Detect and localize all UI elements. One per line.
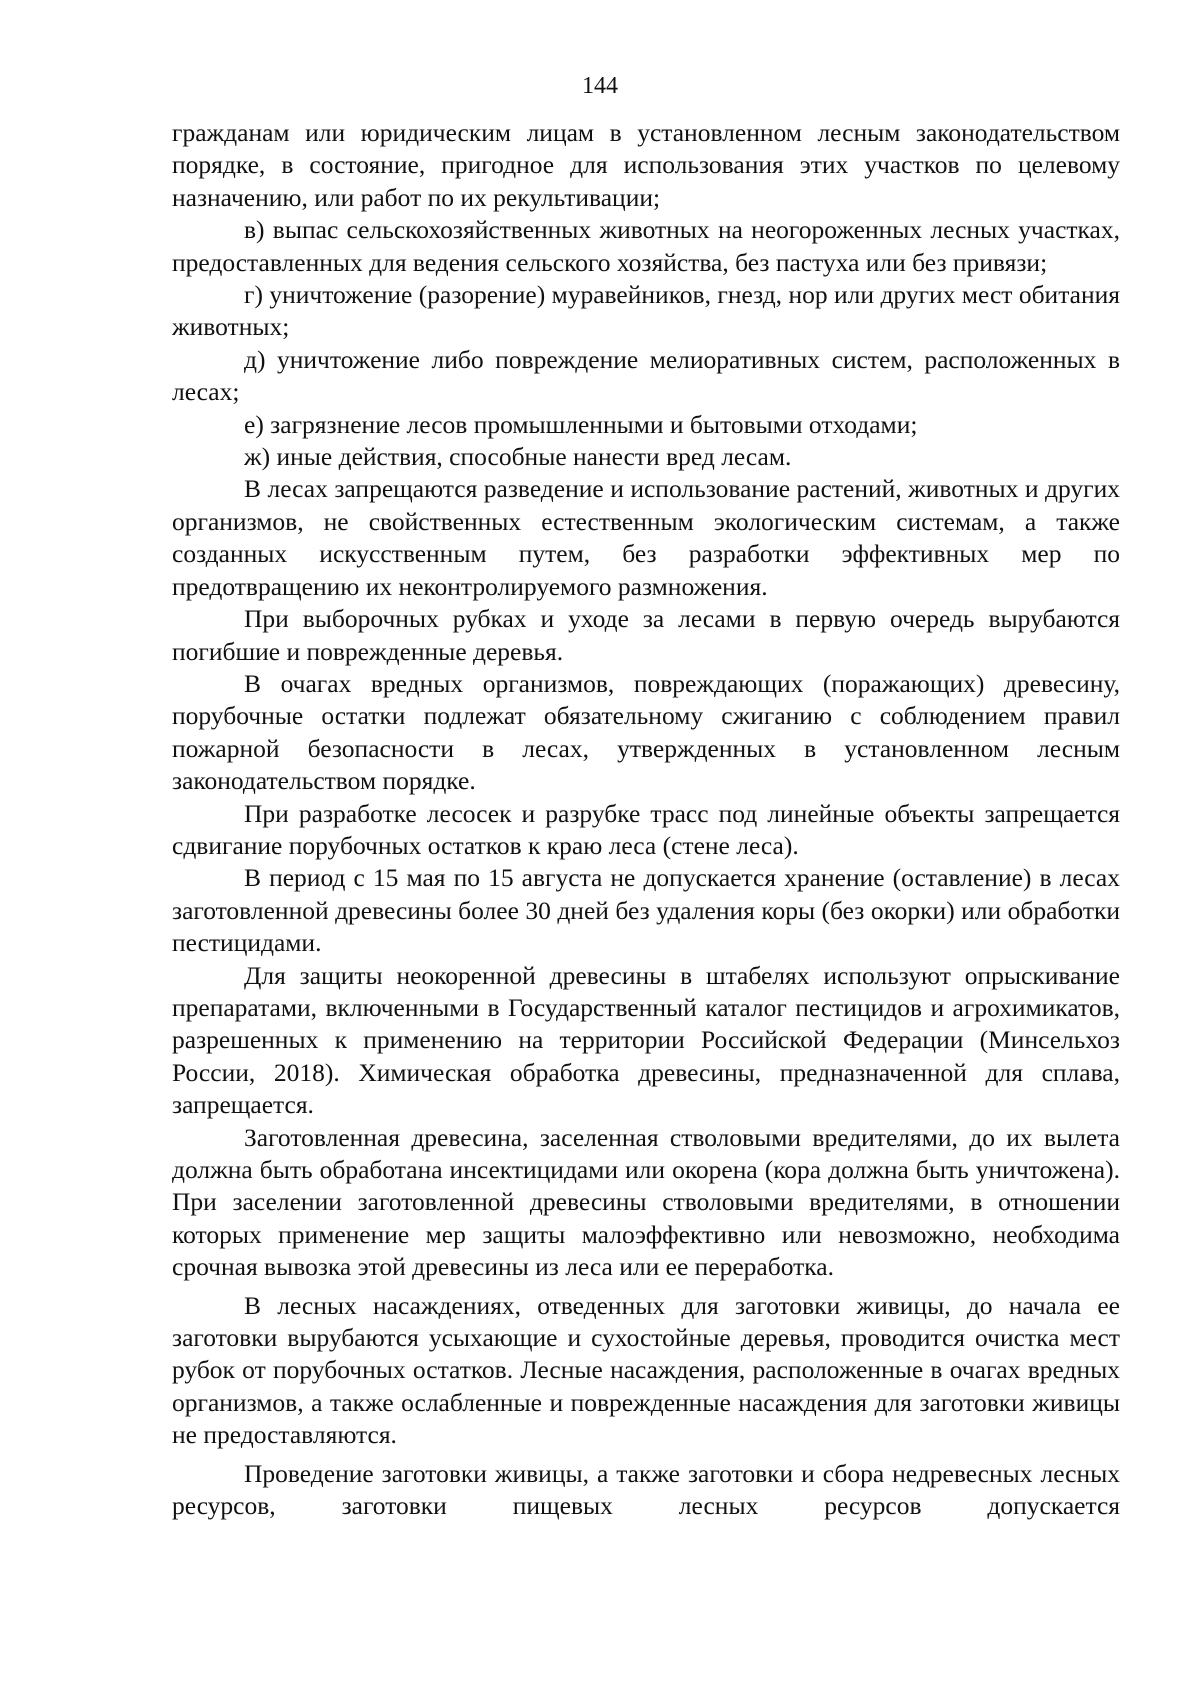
document-body xyxy=(172,117,1120,1522)
paragraph: При выборочных рубках и уходе за лесами в первую очередь вырубаются погибшие и поврежденные деревья. xyxy=(172,604,1120,666)
paragraph: д) уничтожение либо повреждение мелиоративных систем, расположенных в лесах; xyxy=(172,344,1120,407)
paragraph: При разработке лесосек и разрубке трасс под линейные объекты запрещается сдвигание порубочных остатков к краю леса (стене леса). xyxy=(172,798,1120,860)
paragraph: В лесных насаждениях, отведенных для заготовки живицы, до начала ее заготовки вырубаются усыхающие и сухостойные деревья, проводится очистка мест рубок от порубочных остатков. Лесные насаждения, расположенные в очагах вредных организмов, а также ослабленные и поврежденные насаждения для заготовки живицы не предоставляются. xyxy=(172,1290,1120,1450)
paragraph: гражданам или юридическим лицам в установленном лесным законодательством порядке, в состояние, пригодное для использования этих участков по целевому назначению, или работ по их рекультивации; xyxy=(172,118,1120,212)
paragraph: Проведение заготовки живицы, а также заготовки и сбора недревесных лесных ресурсов, заготовки пищевых лесных ресурсов допускается xyxy=(172,1458,1120,1521)
paragraph: Заготовленная древесина, заселенная стволовыми вредителями, до их вылета должна быть обработана инсектицидами или окорена (кора должна быть уничтожена). При заселении заготовленной древесины стволовыми вредителями, в отношении которых применение мер защиты малоэффективно или невозможно, необходима срочная вывозка этой древесины из леса или ее переработка. xyxy=(172,1122,1120,1282)
paragraph: в) выпас сельскохозяйственных животных на неогороженных лесных участках, предоставленных для ведения сельского хозяйства, без пастуха или без привязи; xyxy=(172,215,1120,277)
paragraph: Для защиты неокоренной древесины в штабелях используют опрыскивание препаратами, включенными в Государственный каталог пестицидов и агрохимикатов, разрешенных к применению на территории Российской Федерации (Минсельхоз России, 2018). Химическая обработка древесины, предназначенной для сплава, запрещается. xyxy=(172,960,1120,1120)
paragraph: В лесах запрещаются разведение и использование растений, животных и других организмов, не свойственных естественным экологическим системам, а также созданных искусственным путем, без разработки эффективных мер по предотвращению их неконтролируемого размножения. xyxy=(172,474,1120,601)
page-number: 144 xyxy=(582,73,618,99)
paragraph: е) загрязнение лесов промышленными и бытовыми отходами; xyxy=(244,409,918,439)
paragraph: В период с 15 мая по 15 августа не допускается хранение (оставление) в лесах заготовленной древесины более 30 дней без удаления коры (без окорки) или обработки пестицидами. xyxy=(172,863,1120,958)
paragraph: В очагах вредных организмов, повреждающих (поражающих) древесину, порубочные остатки подлежат обязательному сжиганию с соблюдением правил пожарной безопасности в лесах, утвержденных в установленном лесным законодательством порядке. xyxy=(172,668,1120,796)
paragraph: ж) иные действия, способные нанести вред лесам. xyxy=(244,442,792,472)
paragraph: г) уничтожение (разорение) муравейников, гнезд, нор или других мест обитания животных; xyxy=(172,280,1120,342)
